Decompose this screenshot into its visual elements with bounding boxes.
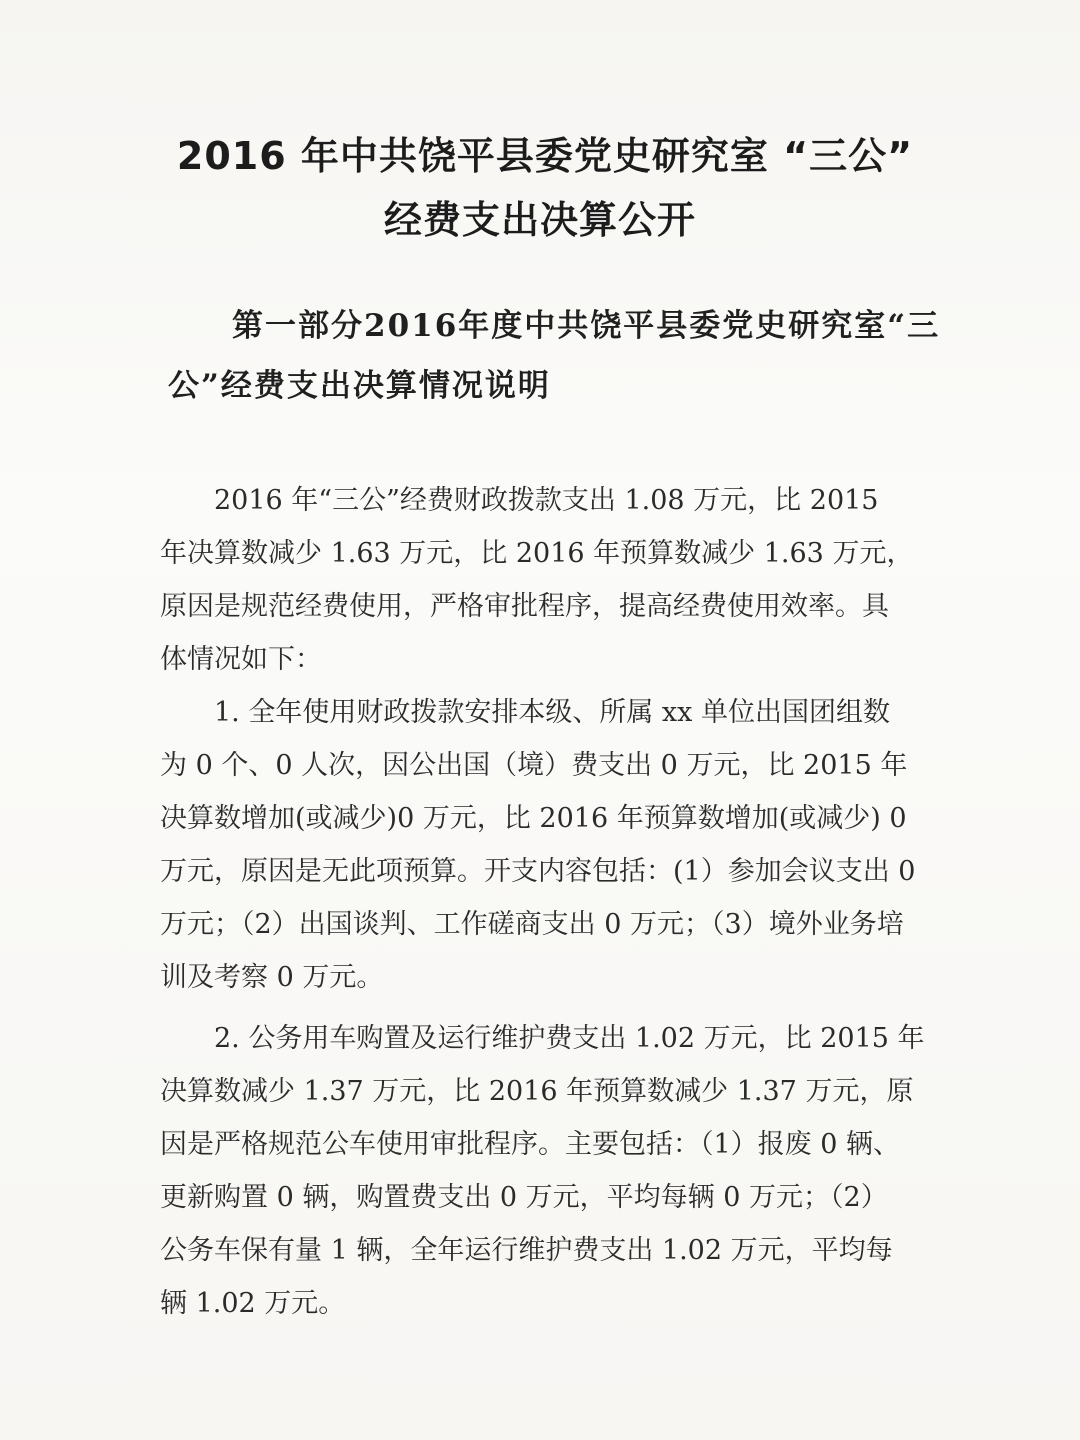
text-line: 年决算数减少 1.63 万元，比 2016 年预算数减少 1.63 万元， <box>160 538 914 569</box>
text-line: 训及考察 0 万元。 <box>160 962 384 993</box>
paragraph-summary <box>160 474 960 686</box>
text-line: 2. 公务用车购置及运行维护费支出 1.02 万元，比 2015 年 <box>214 1023 925 1054</box>
text-line: 因是严格规范公车使用审批程序。主要包括：（1）报废 0 辆、 <box>160 1129 901 1160</box>
document-body <box>160 474 960 1330</box>
section-heading-line-2: 公”经费支出决算情况说明 <box>168 368 551 404</box>
text-line: 决算数增加(或减少)0 万元，比 2016 年预算数增加(或减少) 0 <box>160 803 907 834</box>
text-line: 万元，原因是无此项预算。开支内容包括：(1）参加会议支出 0 <box>160 856 916 887</box>
paragraph-gap <box>160 1004 960 1012</box>
text-line: 为 0 个、0 人次，因公出国（境）费支出 0 万元，比 2015 年 <box>160 750 908 781</box>
paragraph-overseas-travel <box>160 686 960 1004</box>
text-line: 1. 全年使用财政拨款安排本级、所属 xx 单位出国团组数 <box>214 697 890 728</box>
text-line: 辆 1.02 万元。 <box>160 1288 346 1319</box>
text-line: 原因是规范经费使用，严格审批程序，提高经费使用效率。具 <box>160 591 889 622</box>
section-heading-line-1: 第一部分2016年度中共饶平县委党史研究室“三 <box>232 308 941 344</box>
text-line: 更新购置 0 辆，购置费支出 0 万元，平均每辆 0 万元；（2） <box>160 1182 888 1213</box>
paragraph-official-vehicles <box>160 1012 960 1330</box>
section-heading <box>168 296 958 416</box>
document-title <box>0 124 1080 252</box>
text-line: 决算数减少 1.37 万元，比 2016 年预算数减少 1.37 万元，原 <box>160 1076 914 1107</box>
title-line-1: 2016 年中共饶平县委党史研究室 “三公” <box>176 134 914 178</box>
text-line: 2016 年“三公”经费财政拨款支出 1.08 万元，比 2015 <box>214 485 879 516</box>
title-line-2: 经费支出决算公开 <box>383 198 696 242</box>
text-line: 公务车保有量 1 辆，全年运行维护费支出 1.02 万元，平均每 <box>160 1235 893 1266</box>
text-line: 体情况如下： <box>160 644 322 675</box>
text-line: 万元；（2）出国谈判、工作磋商支出 0 万元；（3）境外业务培 <box>160 909 904 940</box>
